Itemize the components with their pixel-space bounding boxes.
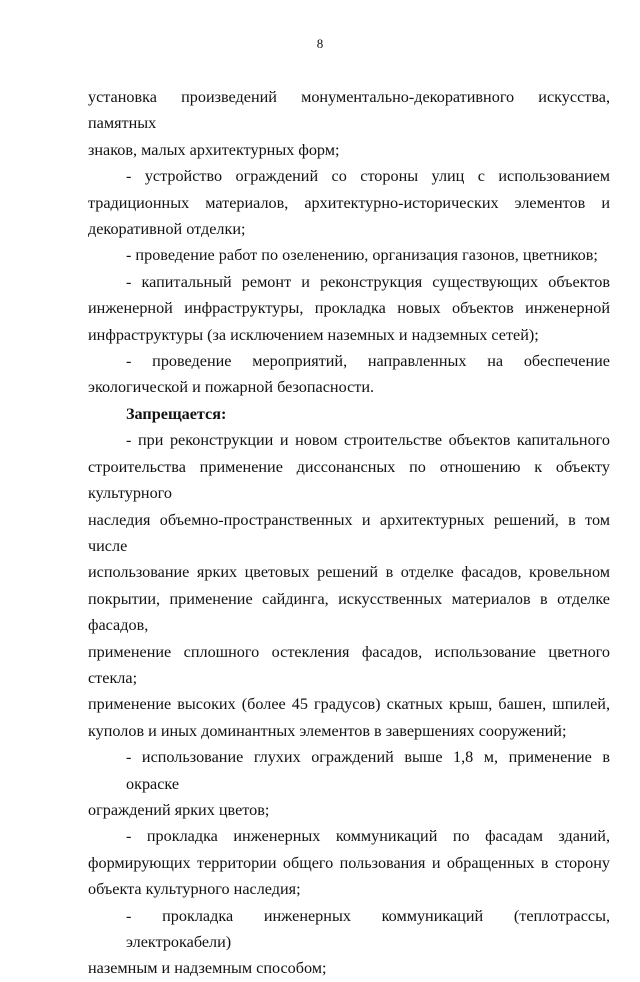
text-line: инфраструктуры (за исключением наземных и надземных сетей); <box>88 325 539 344</box>
paragraph-prohibited-overground-utilities <box>88 903 610 982</box>
paragraph-landscaping <box>88 242 610 268</box>
text-line: - устройство ограждений со стороны улиц с использованием <box>126 167 610 186</box>
text-line: экологической и пожарной безопасности. <box>88 378 375 397</box>
text-line: покрытии, применение сайдинга, искусственных материалов в отделке фасадов, <box>88 589 610 635</box>
text-line: - при реконструкции и новом строительстве объектов капитального <box>126 431 610 450</box>
text-line: традиционных материалов, архитектурно-исторических элементов и <box>88 193 610 212</box>
text-line: применение высоких (более 45 градусов) скатных крыш, башен, шпилей, <box>88 695 610 714</box>
section-heading: Запрещается: <box>126 404 227 423</box>
text-line: - проведение мероприятий, направленных на обеспечение <box>126 352 610 371</box>
paragraph-infrastructure <box>88 269 610 348</box>
document-body <box>88 84 610 982</box>
text-line: объекта культурного наследия; <box>88 880 301 899</box>
text-line: знаков, малых архитектурных форм; <box>88 140 340 159</box>
text-line: - прокладка инженерных коммуникаций по фасадам зданий, <box>126 827 610 846</box>
text-line: инженерной инфраструктуры, прокладка новых объектов инженерной <box>88 299 610 318</box>
text-line: - прокладка инженерных коммуникаций (теплотрассы, электрокабели) <box>126 906 610 951</box>
text-line: декоративной отделки; <box>88 220 246 239</box>
text-line: применение сплошного остекления фасадов, использование цветного стекла; <box>88 642 610 687</box>
page-number: 8 <box>316 36 324 51</box>
text-line: наземным и надземным способом; <box>88 959 327 978</box>
text-line: куполов и иных доминантных элементов в завершениях сооружений; <box>88 721 567 740</box>
text-line: использование ярких цветовых решений в отделке фасадов, кровельном <box>88 563 610 582</box>
text-line: ограждений ярких цветов; <box>88 800 270 819</box>
paragraph-safety <box>88 348 610 401</box>
paragraph-monuments <box>88 84 610 163</box>
text-line: - капитальный ремонт и реконструкция существующих объектов <box>126 272 610 291</box>
text-line: - проведение работ по озеленению, организация газонов, цветников; <box>126 246 598 265</box>
text-line: установка произведений монументально-декоративного искусства, памятных <box>88 88 610 133</box>
text-line: наследия объемно-пространственных и архитектурных решений, в том числе <box>88 510 610 555</box>
paragraph-prohibited-fences <box>88 744 610 823</box>
paragraph-fences <box>88 163 610 242</box>
text-line: строительства применение диссонансных по отношению к объекту культурного <box>88 457 610 503</box>
text-line: формирующих территории общего пользования и обращенных в сторону <box>88 853 610 872</box>
text-line: - использование глухих ограждений выше 1,8 м, применение в окраске <box>126 748 610 793</box>
paragraph-prohibited-construction <box>88 427 610 744</box>
paragraph-prohibited-facade-utilities <box>88 823 610 902</box>
